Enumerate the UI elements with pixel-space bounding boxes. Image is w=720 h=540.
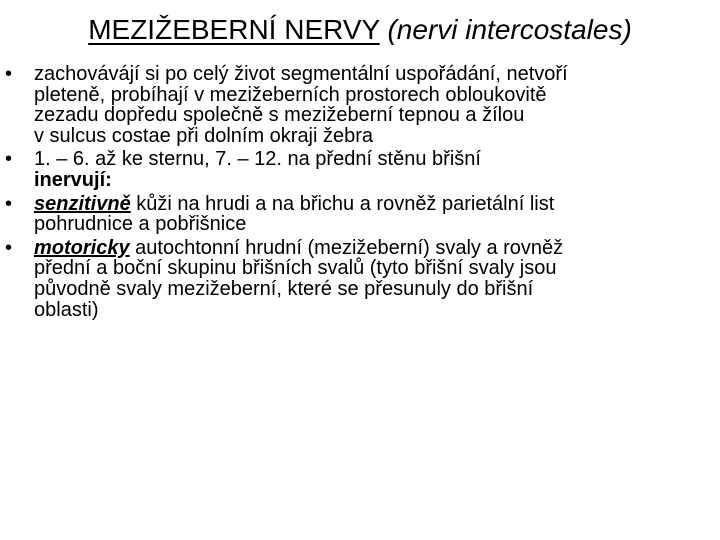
bullet-line-bold: inervují:	[34, 168, 112, 191]
bullet-motor	[0, 238, 720, 320]
bullet-marker: •	[5, 192, 13, 215]
bullet-line: původně svaly mezižeberní, které se přesunuly do břišní	[34, 277, 534, 300]
bullet-line: 1. – 6. až ke sternu, 7. – 12. na přední stěnu břišní	[34, 148, 481, 171]
slide-title	[0, 10, 720, 50]
bullet-line: pohrudnice a pobřišnice	[34, 213, 247, 236]
bullet-line: v sulcus costae při dolním okraji žebra	[34, 124, 374, 147]
bullet-line	[34, 238, 700, 259]
bullet-line: zachovávájí si po celý život segmentální uspořádání, netvoří	[34, 63, 568, 85]
bullet-list	[0, 64, 720, 323]
bullet-marker: •	[5, 148, 13, 171]
bullet-marker: •	[5, 236, 13, 259]
bullet-line: zezadu dopředu společně s mezižeberní tepnou a žílou	[34, 104, 525, 127]
bullet-line: pleteně, probíhají v mezižeberních prostorech obloukovitě	[34, 83, 547, 106]
bullet-text: kůži na hrudi a na břichu a rovněž parietální list	[130, 192, 555, 215]
bullet-line: přední a boční skupinu břišních svalů (tyto břišní svaly jsou	[34, 257, 557, 280]
title-latin: (nervi intercostales)	[387, 14, 632, 45]
bullet-marker: •	[5, 63, 13, 85]
term-sensory: senzitivně	[34, 192, 131, 215]
bullet-line	[34, 194, 700, 215]
bullet-course	[0, 149, 720, 190]
bullet-sensory	[0, 194, 720, 235]
title-main: MEZIŽEBERNÍ NERVY	[88, 14, 380, 45]
term-motor: motoricky	[34, 236, 130, 259]
bullet-text: autochtonní hrudní (mezižeberní) svaly a rovněž	[129, 236, 564, 259]
bullet-line: oblasti)	[34, 298, 99, 321]
bullet-segmental	[0, 64, 720, 146]
